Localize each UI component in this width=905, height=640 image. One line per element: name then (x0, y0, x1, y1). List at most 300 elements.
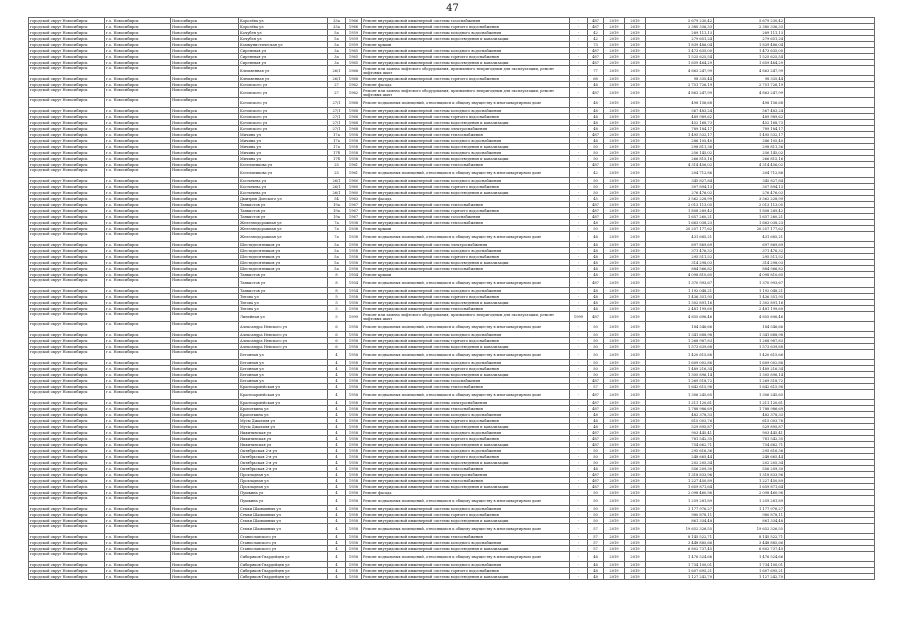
district-cell: городской округ Новосибирск (29, 406, 105, 412)
region-cell: Новосибирск (171, 76, 239, 82)
locality-cell: г.о. Новосибирск (105, 18, 171, 24)
cost-cell: 4 098 810,65 (646, 272, 714, 278)
work-cell: Ремонт фасада (362, 196, 570, 202)
region-cell: Новосибирск (171, 232, 239, 242)
house-cell: 8 (328, 272, 346, 278)
qty-cell: 487 (588, 400, 604, 406)
house-cell: 3а (328, 60, 346, 66)
work-cell: Ремонт внутридомовой инженерной системы водоотведения и канализации (362, 372, 570, 378)
y1-cell: 2019 (604, 60, 625, 66)
y1-cell: 2019 (604, 332, 625, 338)
locality-cell: г.о. Новосибирск (105, 338, 171, 344)
total-cell: 1 370 993,67 (714, 278, 785, 288)
district-cell: городской округ Новосибирск (29, 48, 105, 54)
unit-cell: - (570, 512, 588, 518)
work-cell: Ремонт внутридомовой инженерной системы холодного водоснабжения (362, 332, 570, 338)
work-cell: Ремонт внутридомовой инженерной системы теплоснабжения (362, 162, 570, 168)
y2-cell: 2019 (625, 88, 646, 98)
unit-cell: - (570, 562, 588, 568)
locality-cell: г.о. Новосибирск (105, 562, 171, 568)
region-cell: Новосибирск (171, 472, 239, 478)
street-cell: Бетонная ул (239, 366, 328, 372)
house-cell: 5а (328, 254, 346, 260)
year-cell: 1958 (346, 552, 362, 562)
y2-cell: 2019 (625, 390, 646, 400)
qty-cell: 48 (588, 82, 604, 88)
qty-cell: 487 (588, 390, 604, 400)
house-cell: 19а (328, 208, 346, 214)
street-cell: Сиреневая ул (239, 60, 328, 66)
work-cell: Ремонт внутридомовой инженерной системы горячего водоснабжения (362, 568, 570, 574)
cost-cell: 1 495 532,17 (646, 132, 714, 138)
region-cell: Новосибирск (171, 132, 239, 138)
house-cell: 25 (328, 162, 346, 168)
work-cell: Ремонт внутридомовой инженерной системы теплоснабжения (362, 534, 570, 540)
year-cell: 1958 (346, 534, 362, 540)
year-cell: 1938 (346, 226, 362, 232)
qty-cell: 48 (588, 552, 604, 562)
unit-cell: - (570, 66, 588, 76)
y1-cell: 2019 (604, 30, 625, 36)
work-cell: Ремонт внутридомовой инженерной системы водоотведения и канализации (362, 36, 570, 42)
work-cell: Ремонт подвальных помещений, относящихся к общему имуществу в многоквартирном доме (362, 232, 570, 242)
year-cell: 1958 (346, 332, 362, 338)
cost-cell: 1 573 639,68 (646, 344, 714, 350)
total-cell: 4 855 696,46 (714, 312, 785, 322)
house-cell: 5а (328, 30, 346, 36)
region-cell: Новосибирск (171, 540, 239, 546)
unit-cell: - (570, 350, 588, 360)
y2-cell: 2019 (625, 232, 646, 242)
house-cell: 6 (328, 344, 346, 350)
y2-cell: 2019 (625, 272, 646, 278)
total-cell: 1 177 976,27 (714, 506, 785, 512)
total-cell: 1 663 038,23 (714, 220, 785, 226)
cost-cell: 1 268 987,83 (646, 338, 714, 344)
house-cell: 4 (328, 372, 346, 378)
table-row (29, 322, 875, 332)
table-row (29, 552, 875, 562)
unit-cell: - (570, 384, 588, 390)
region-cell: Новосибирск (171, 242, 239, 248)
street-cell: Никитинская ул (239, 436, 328, 442)
district-cell: городской округ Новосибирск (29, 98, 105, 108)
street-cell: Станиславского ул (239, 534, 328, 540)
y1-cell: 2019 (604, 372, 625, 378)
cost-cell: 697 869,69 (646, 242, 714, 248)
y1-cell: 2019 (604, 390, 625, 400)
district-cell: городской округ Новосибирск (29, 466, 105, 472)
street-cell: Шестидесятников ул (239, 254, 328, 260)
district-cell: городской округ Новосибирск (29, 202, 105, 208)
y1-cell: 2019 (604, 232, 625, 242)
cost-cell: 452 168,73 (646, 120, 714, 126)
street-cell: Пушкина ул (239, 490, 328, 496)
street-cell: Александра Невского ул (239, 338, 328, 344)
total-cell: 2 098 460,96 (714, 490, 785, 496)
locality-cell: г.о. Новосибирск (105, 574, 171, 580)
qty-cell: 48 (588, 288, 604, 294)
unit-cell: - (570, 48, 588, 54)
y2-cell: 2019 (625, 412, 646, 418)
y2-cell: 2019 (625, 202, 646, 208)
qty-cell: 77 (588, 66, 604, 76)
unit-cell: - (570, 366, 588, 372)
work-cell: Ремонт внутридомовой инженерной системы водоотведения и канализации (362, 300, 570, 306)
house-cell: 54 (328, 196, 346, 202)
work-cell: Ремонт внутридомовой инженерной системы газоснабжения (362, 378, 570, 384)
table-row (29, 88, 875, 98)
y2-cell: 2019 (625, 48, 646, 54)
unit-cell: - (570, 60, 588, 66)
cost-cell: 567 483,24 (646, 108, 714, 114)
unit-cell: - (570, 214, 588, 220)
y2-cell: 2019 (625, 378, 646, 384)
house-cell: 25 (328, 168, 346, 178)
street-cell: Сибиряков-Гвардейцев ул (239, 574, 328, 580)
total-cell: 861 334,48 (714, 518, 785, 524)
y2-cell: 2019 (625, 574, 646, 580)
work-cell: Ремонт внутридомовой инженерной системы газоснабжения (362, 214, 570, 220)
street-cell: Котовского ул (239, 126, 328, 132)
y2-cell: 2019 (625, 524, 646, 534)
year-cell: 1958 (346, 344, 362, 350)
y2-cell: 2019 (625, 208, 646, 214)
region-cell: Новосибирск (171, 82, 239, 88)
district-cell: городской округ Новосибирск (29, 338, 105, 344)
y2-cell: 2019 (625, 338, 646, 344)
locality-cell: г.о. Новосибирск (105, 454, 171, 460)
locality-cell: г.о. Новосибирск (105, 266, 171, 272)
district-cell: городской округ Новосибирск (29, 288, 105, 294)
cost-cell: 307 894,13 (646, 184, 714, 190)
cost-cell: 1 318 833,96 (646, 472, 714, 478)
cost-cell: 1 657 260,21 (646, 214, 714, 220)
house-cell: 4 (328, 350, 346, 360)
house-cell: 6 (328, 322, 346, 332)
cost-cell: 1 476 524,66 (646, 552, 714, 562)
work-cell: Ремонт внутридомовой инженерной системы теплоснабжения (362, 306, 570, 312)
year-cell: 1968 (346, 120, 362, 126)
locality-cell: г.о. Новосибирск (105, 260, 171, 266)
year-cell: 1959 (346, 36, 362, 42)
total-cell: 1 436 351,95 (714, 294, 785, 300)
unit-cell: - (570, 156, 588, 162)
y1-cell: 2019 (604, 24, 625, 30)
street-cell: Октябрьская 2-я ул (239, 454, 328, 460)
table-row (29, 390, 875, 400)
cost-cell: 884 566,82 (646, 266, 714, 272)
qty-cell: 48 (588, 418, 604, 424)
cost-cell: 781 542,35 (646, 436, 714, 442)
year-cell: 1958 (346, 248, 362, 254)
unit-cell: - (570, 126, 588, 132)
total-cell: 98 335,44 (714, 76, 785, 82)
qty-cell: 48 (588, 272, 604, 278)
street-cell: Сибиряков-Гвардейцев ул (239, 562, 328, 568)
locality-cell: г.о. Новосибирск (105, 294, 171, 300)
cost-cell: 20 257 177,62 (646, 226, 714, 232)
year-cell: 1958 (346, 350, 362, 360)
y1-cell: 2019 (604, 254, 625, 260)
house-cell: 5а (328, 242, 346, 248)
work-cell: Ремонт подвальных помещений, относящихся к общему имуществу в многоквартирном доме (362, 390, 570, 400)
street-cell: Красноармейская ул (239, 390, 328, 400)
work-cell: Ремонт внутридомовой инженерной системы холодного водоснабжения (362, 540, 570, 546)
locality-cell: г.о. Новосибирск (105, 472, 171, 478)
work-cell: Ремонт внутридомовой инженерной системы горячего водоснабжения (362, 114, 570, 120)
blank-cell (785, 350, 875, 360)
region-cell: Новосибирск (171, 266, 239, 272)
work-cell: Ремонт внутридомовой инженерной системы водоотведения и канализации (362, 60, 570, 66)
cost-cell: 202 205,34 (646, 460, 714, 466)
work-cell: Ремонт внутридомовой инженерной системы холодного водоснабжения (362, 30, 570, 36)
total-cell: 754 662,71 (714, 442, 785, 448)
qty-cell: 50 (588, 144, 604, 150)
cost-cell: 529 895,87 (646, 424, 714, 430)
region-cell: Новосибирск (171, 478, 239, 484)
street-cell: Шестидесятников ул (239, 266, 328, 272)
total-cell: 1 642 615,96 (714, 384, 785, 390)
year-cell: 1958 (346, 378, 362, 384)
street-cell: Костычева ул (239, 184, 328, 190)
locality-cell: г.о. Новосибирск (105, 248, 171, 254)
house-cell: 4 (328, 518, 346, 524)
total-cell: 276 476,02 (714, 190, 785, 196)
qty-cell: 48 (588, 562, 604, 568)
street-cell: Александра Невского ул (239, 332, 328, 338)
blank-cell (785, 232, 875, 242)
house-cell: 4 (328, 448, 346, 454)
region-cell: Новосибирск (171, 30, 239, 36)
qty-cell: 487 (588, 214, 604, 220)
district-cell: городской округ Новосибирск (29, 442, 105, 448)
total-cell: 345 827,84 (714, 178, 785, 184)
street-cell: Бетонная ул (239, 350, 328, 360)
work-cell: Ремонт внутридомовой инженерной системы газоснабжения (362, 18, 570, 24)
y2-cell: 2019 (625, 18, 646, 24)
district-cell: городской округ Новосибирск (29, 496, 105, 506)
street-cell: Кропоткина ул (239, 412, 328, 418)
total-cell: 1 489 216,34 (714, 366, 785, 372)
region-cell: Новосибирск (171, 190, 239, 196)
cost-cell: 286 105,40 (646, 138, 714, 144)
cost-cell: 1 211 120,61 (646, 400, 714, 406)
qty-cell: 57 (588, 384, 604, 390)
year-cell: 1962 (346, 82, 362, 88)
region-cell: Новосибирск (171, 400, 239, 406)
y2-cell: 2019 (625, 156, 646, 162)
unit-cell: - (570, 36, 588, 42)
y1-cell: 2019 (604, 360, 625, 366)
y2-cell: 2019 (625, 242, 646, 248)
total-cell: 2 481 199,60 (714, 306, 785, 312)
street-cell: Семьи Шамшиных ул (239, 518, 328, 524)
qty-cell: 57 (588, 524, 604, 534)
year-cell: 1999 (346, 312, 362, 322)
y1-cell: 2019 (604, 150, 625, 156)
unit-cell: - (570, 472, 588, 478)
unit-cell: - (570, 76, 588, 82)
year-cell: 1958 (346, 546, 362, 552)
qty-cell: 42 (588, 168, 604, 178)
qty-cell: 487 (588, 60, 604, 66)
unit-cell: - (570, 568, 588, 574)
qty-cell: 50 (588, 344, 604, 350)
year-cell: 1959 (346, 30, 362, 36)
work-cell: Ремонт внутридомовой инженерной системы холодного водоснабжения (362, 248, 570, 254)
qty-cell: 50 (588, 448, 604, 454)
qty-cell: 487 (588, 48, 604, 54)
work-cell: Ремонт внутридомовой инженерной системы горячего водоснабжения (362, 184, 570, 190)
y1-cell: 2019 (604, 36, 625, 42)
district-cell: городской округ Новосибирск (29, 574, 105, 580)
qty-cell: 50 (588, 512, 604, 518)
cost-cell: 3 562 228,99 (646, 196, 714, 202)
work-cell: Ремонт подвальных помещений, относящихся к общему имуществу в многоквартирном доме (362, 350, 570, 360)
blank-cell (785, 552, 875, 562)
total-cell: 4 314 456,02 (714, 162, 785, 168)
work-cell: Ремонт внутридомовой инженерной системы холодного водоснабжения (362, 430, 570, 436)
year-cell: 1958 (346, 484, 362, 490)
y1-cell: 2019 (604, 178, 625, 184)
district-cell: городской округ Новосибирск (29, 120, 105, 126)
house-cell: 19а (328, 202, 346, 208)
street-cell: Прохладная ул (239, 472, 328, 478)
y1-cell: 2019 (604, 484, 625, 490)
y1-cell: 2019 (604, 88, 625, 98)
unit-cell: - (570, 248, 588, 254)
total-cell: 1 318 833,96 (714, 472, 785, 478)
region-cell: Новосибирск (171, 546, 239, 552)
qty-cell: 487 (588, 478, 604, 484)
total-cell: 1 269 518,72 (714, 378, 785, 384)
year-cell: 1965 (346, 60, 362, 66)
region-cell: Новосибирск (171, 120, 239, 126)
house-cell: 26/1 (328, 76, 346, 82)
district-cell: городской округ Новосибирск (29, 168, 105, 178)
y1-cell: 2019 (604, 312, 625, 322)
street-cell: Кропоткина ул (239, 406, 328, 412)
y2-cell: 2019 (625, 350, 646, 360)
locality-cell: г.о. Новосибирск (105, 42, 171, 48)
street-cell: Мусы Джалиля ул (239, 424, 328, 430)
year-cell: 1960 (346, 184, 362, 190)
y2-cell: 2019 (625, 178, 646, 184)
year-cell: 1954 (346, 288, 362, 294)
locality-cell: г.о. Новосибирск (105, 400, 171, 406)
cost-cell: 1 663 038,23 (646, 220, 714, 226)
locality-cell: г.о. Новосибирск (105, 242, 171, 248)
work-cell: Ремонт внутридомовой инженерной системы водоотведения и канализации (362, 260, 570, 266)
year-cell: 1968 (346, 108, 362, 114)
y2-cell: 2019 (625, 288, 646, 294)
cost-cell: 345 827,84 (646, 178, 714, 184)
y1-cell: 2019 (604, 202, 625, 208)
y2-cell: 2019 (625, 472, 646, 478)
locality-cell: г.о. Новосибирск (105, 384, 171, 390)
cost-cell: 431 685,21 (646, 232, 714, 242)
house-cell: 17б (328, 156, 346, 162)
qty-cell: 48 (588, 114, 604, 120)
y1-cell: 2019 (604, 338, 625, 344)
region-cell: Новосибирск (171, 406, 239, 412)
district-cell: городской округ Новосибирск (29, 568, 105, 574)
work-cell: Ремонт или замена лифтового оборудования, признанного непригодным для эксплуатации, ремонт лифтовых шахт (362, 66, 570, 76)
unit-cell: - (570, 418, 588, 424)
locality-cell: г.о. Новосибирск (105, 442, 171, 448)
street-cell: Прохладная ул (239, 478, 328, 484)
year-cell: 1960 (346, 178, 362, 184)
street-cell: Танкистов ул (239, 288, 328, 294)
house-cell: 27 (328, 88, 346, 98)
district-cell: городской округ Новосибирск (29, 272, 105, 278)
y1-cell: 2019 (604, 424, 625, 430)
work-cell: Ремонт внутридомовой инженерной системы горячего водоснабжения (362, 208, 570, 214)
street-cell: Мичина ул (239, 150, 328, 156)
street-cell: Октябрьская 2-я ул (239, 448, 328, 454)
unit-cell: - (570, 288, 588, 294)
blank-cell (785, 98, 875, 108)
unit-cell: - (570, 242, 588, 248)
table-row (29, 350, 875, 360)
y2-cell: 2019 (625, 344, 646, 350)
work-cell: Ремонт внутридомовой инженерной системы горячего водоснабжения (362, 418, 570, 424)
district-cell: городской округ Новосибирск (29, 400, 105, 406)
year-cell: 1958 (346, 496, 362, 506)
house-cell: 4 (328, 484, 346, 490)
unit-cell: - (570, 114, 588, 120)
locality-cell: г.о. Новосибирск (105, 184, 171, 190)
district-cell: городской округ Новосибирск (29, 54, 105, 60)
house-cell: 17а (328, 144, 346, 150)
cost-cell: 256 145,02 (646, 150, 714, 156)
street-cell: Сибиряков-Гвардейцев ул (239, 552, 328, 562)
district-cell: городской округ Новосибирск (29, 226, 105, 232)
y2-cell: 2019 (625, 150, 646, 156)
region-cell: Новосибирск (171, 338, 239, 344)
total-cell: 697 869,69 (714, 242, 785, 248)
y1-cell: 2019 (604, 214, 625, 220)
region-cell: Новосибирск (171, 60, 239, 66)
cost-cell: 1 607 695,21 (646, 568, 714, 574)
y2-cell: 2019 (625, 568, 646, 574)
y1-cell: 2019 (604, 156, 625, 162)
street-cell: Котельникова ул (239, 168, 328, 178)
year-cell: 1958 (346, 436, 362, 442)
street-cell: Бетонная ул (239, 378, 328, 384)
street-cell: Линейная ул (239, 312, 328, 322)
locality-cell: г.о. Новосибирск (105, 436, 171, 442)
district-cell: городской округ Новосибирск (29, 344, 105, 350)
street-cell: Железнодорожная ул (239, 220, 328, 226)
district-cell: городской округ Новосибирск (29, 454, 105, 460)
y1-cell: 2019 (604, 126, 625, 132)
district-cell: городской округ Новосибирск (29, 540, 105, 546)
unit-cell: - (570, 400, 588, 406)
qty-cell: 487 (588, 162, 604, 168)
y2-cell: 2019 (625, 168, 646, 178)
total-cell: 1 268 987,83 (714, 338, 785, 344)
total-cell: 529 895,87 (714, 424, 785, 430)
unit-cell: - (570, 272, 588, 278)
street-cell: Котовского ул (239, 98, 328, 108)
year-cell: 1958 (346, 322, 362, 332)
cost-cell: 4 314 456,02 (646, 162, 714, 168)
locality-cell: г.о. Новосибирск (105, 150, 171, 156)
total-cell: 1 420 615,66 (714, 350, 785, 360)
total-cell: 3 448 885,66 (714, 540, 785, 546)
